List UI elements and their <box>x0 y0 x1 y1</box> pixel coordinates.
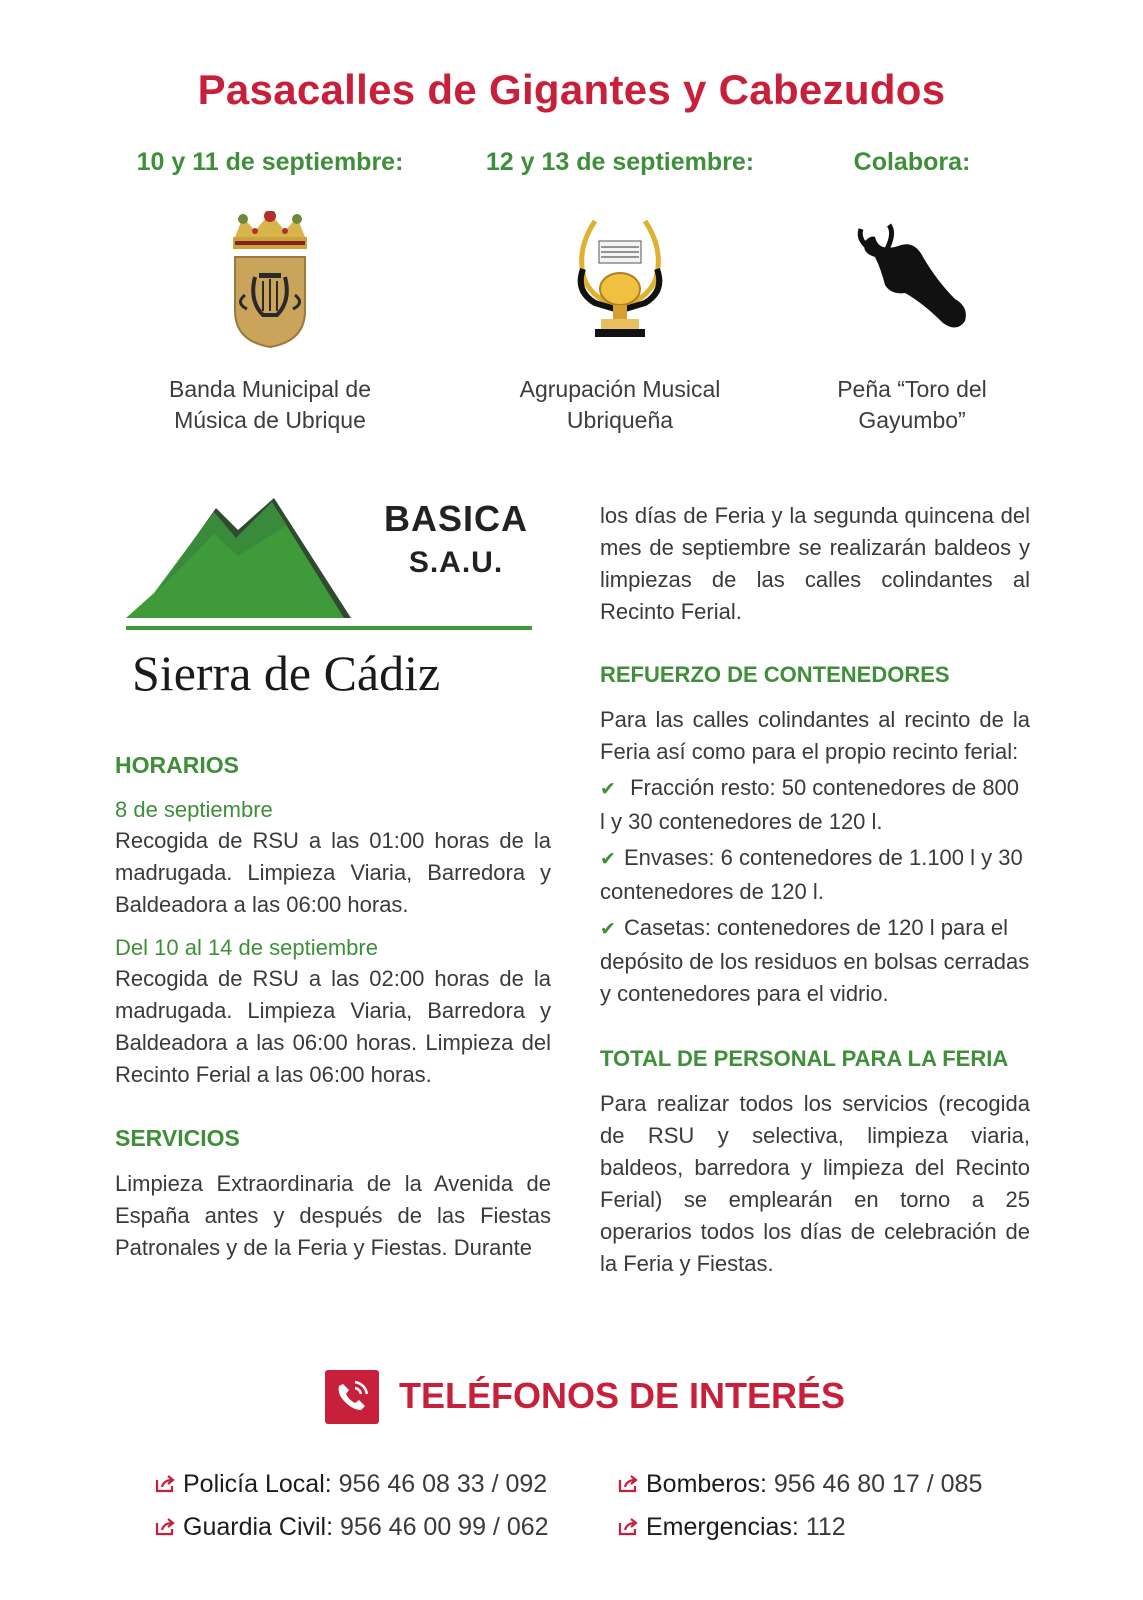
horarios-text-1: Recogida de RSU a las 01:00 horas de la madrugada. Limpieza Viaria, Barredora y Baldeadora a las 06:00 horas. <box>115 828 551 917</box>
check-icon: ✔ <box>600 779 616 800</box>
column-name: Agrupación Musical Ubriqueña <box>519 376 721 433</box>
left-column <box>115 752 551 1264</box>
page-title: Pasacalles de Gigantes y Cabezudos <box>197 66 946 113</box>
phone-entry: Policía Local: 956 46 08 33 / 092 <box>155 1470 547 1499</box>
servicios-text: Limpieza Extraordinaria de la Avenida de España antes y después de las Fiestas Patronales y de la Feria y Fiestas. Durante <box>115 1171 551 1260</box>
phones-title: TELÉFONOS DE INTERÉS <box>399 1375 846 1416</box>
horarios-date-2: Del 10 al 14 de septiembre <box>115 935 378 960</box>
column-banda-municipal <box>110 148 430 436</box>
refuerzo-heading: REFUERZO DE CONTENEDORES <box>600 662 950 687</box>
column-date: Colabora: <box>853 148 971 176</box>
bull-icon <box>847 211 977 351</box>
lyre-trophy-icon <box>555 211 685 351</box>
list-item: ✔ Casetas: contenedores de 120 l para el depósito de los residuos en bolsas cerradas y contenedores para el vidrio. <box>600 915 1030 1006</box>
personal-heading: TOTAL DE PERSONAL PARA LA FERIA <box>600 1046 1009 1071</box>
external-link-icon <box>618 1475 640 1493</box>
list-item: ✔ Fracción resto: 50 contenedores de 800 l y 30 contenedores de 120 l. <box>600 775 1020 834</box>
refuerzo-intro: Para las calles colindantes al recinto de la Feria así como para el propio recinto ferial: <box>600 707 1030 764</box>
crest-icon <box>205 211 335 351</box>
phone-entry: Emergencias: 112 <box>618 1513 846 1542</box>
check-icon: ✔ <box>600 919 616 940</box>
external-link-icon <box>618 1518 640 1536</box>
basica-suffix: S.A.U. <box>408 546 504 579</box>
horarios-heading: HORARIOS <box>115 752 239 778</box>
servicios-heading: SERVICIOS <box>115 1125 240 1151</box>
column-date: 10 y 11 de septiembre: <box>136 148 404 176</box>
phone-entry: Bomberos: 956 46 80 17 / 085 <box>618 1470 982 1499</box>
column-colabora <box>752 148 1072 436</box>
servicios-continuation: los días de Feria y la segunda quincena del mes de septiembre se realizarán baldeos y limpiezas de las calles colindantes al Recinto Ferial. <box>600 503 1030 624</box>
phone-icon <box>325 1370 379 1424</box>
list-item: ✔ Envases: 6 contenedores de 1.100 l y 30 contenedores de 120 l. <box>600 845 1023 904</box>
horarios-text-2: Recogida de RSU a las 02:00 horas de la madrugada. Limpieza Viaria, Barredora y Baldeadora a las 06:00 horas. Limpieza del Recinto Ferial a las 06:00 horas. <box>115 966 551 1087</box>
column-name: Peña “Toro del Gayumbo” <box>837 376 987 433</box>
basica-tagline: Sierra de Cádiz <box>132 645 441 701</box>
column-name: Banda Municipal de Música de Ubrique <box>168 376 372 433</box>
basica-logo <box>126 498 546 728</box>
external-link-icon <box>155 1475 177 1493</box>
horarios-date-1: 8 de septiembre <box>115 797 273 822</box>
column-agrupacion-musical <box>460 148 780 436</box>
phone-entry: Guardia Civil: 956 46 00 99 / 062 <box>155 1513 549 1542</box>
basica-name: BASICA <box>383 498 528 539</box>
check-icon: ✔ <box>600 849 616 870</box>
right-column <box>600 500 1030 1280</box>
column-date: 12 y 13 de septiembre: <box>485 148 755 176</box>
personal-text: Para realizar todos los servicios (recogida de RSU y selectiva, limpieza viaria, baldeos, barredora y limpieza del Recinto Ferial) se emplearán en torno a 25 operarios todos los días de celebración de la Feria y Fiestas. <box>600 1091 1030 1276</box>
external-link-icon <box>155 1518 177 1536</box>
